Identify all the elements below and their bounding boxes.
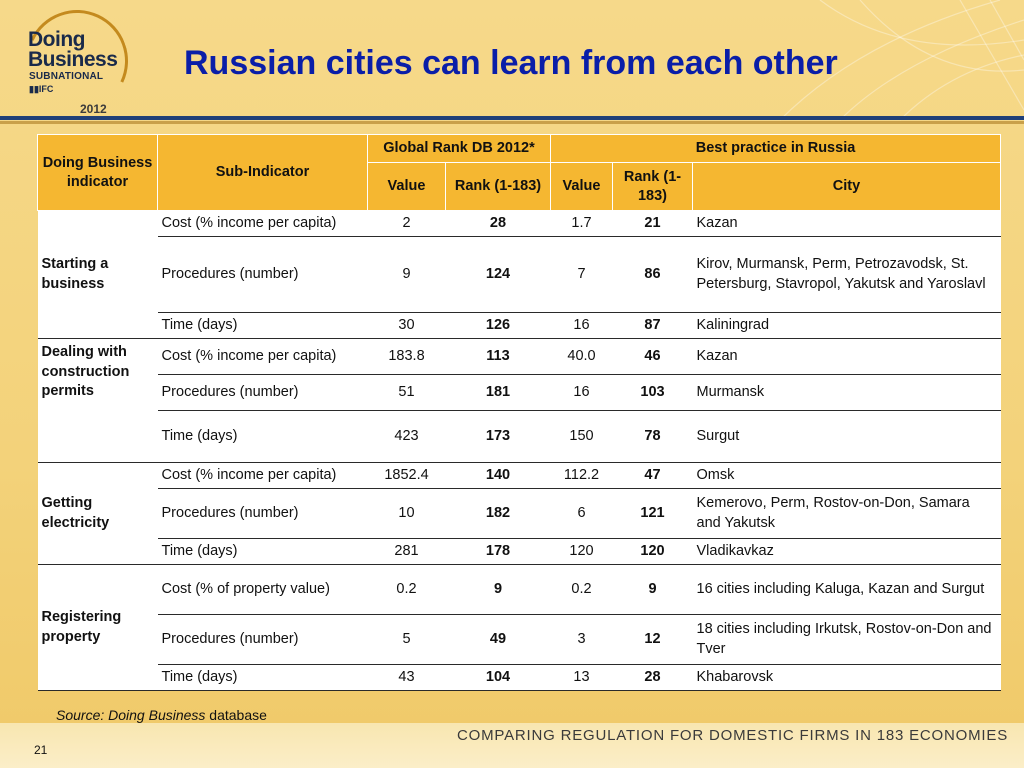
slide-title: Russian cities can learn from each other <box>184 44 838 82</box>
indicator-cell: Registering property <box>38 565 158 691</box>
table-row <box>38 411 1001 463</box>
best-rank-cell: 120 <box>613 539 693 565</box>
sub-indicator-cell: Cost (% of property value) <box>158 565 368 615</box>
value-cell: 30 <box>368 313 446 339</box>
city-cell: Vladikavkaz <box>693 539 1001 565</box>
best-rank-cell: 28 <box>613 665 693 691</box>
header-indicator: Doing Business indicator <box>38 135 158 211</box>
rank-cell: 181 <box>446 375 551 411</box>
value-cell: 423 <box>368 411 446 463</box>
table-row <box>38 313 1001 339</box>
logo-text-business: Business <box>28 48 118 71</box>
header-global-rank: Global Rank DB 2012* <box>368 135 551 163</box>
value-cell: 0.2 <box>368 565 446 615</box>
value-cell: 2 <box>368 211 446 237</box>
value-cell: 51 <box>368 375 446 411</box>
table-row <box>38 565 1001 615</box>
rank-cell: 28 <box>446 211 551 237</box>
rank-cell: 124 <box>446 237 551 313</box>
footer-tagline: COMPARING REGULATION FOR DOMESTIC FIRMS IN 183 ECONOMIES <box>457 727 1008 744</box>
sub-indicator-cell: Time (days) <box>158 665 368 691</box>
logo-wb-ifc: ▮▮IFC <box>29 84 54 94</box>
source-rest: database <box>205 707 267 723</box>
city-cell: 18 cities including Irkutsk, Rostov-on-Don and Tver <box>693 615 1001 665</box>
best-rank-cell: 21 <box>613 211 693 237</box>
indicator-cell: Dealing with construction permits <box>38 339 158 463</box>
best-rank-cell: 47 <box>613 463 693 489</box>
rank-cell: 182 <box>446 489 551 539</box>
best-rank-cell: 103 <box>613 375 693 411</box>
best-value-cell: 0.2 <box>551 565 613 615</box>
rank-cell: 178 <box>446 539 551 565</box>
sub-indicator-cell: Time (days) <box>158 313 368 339</box>
city-cell: Kemerovo, Perm, Rostov-on-Don, Samara and Yakutsk <box>693 489 1001 539</box>
table-row <box>38 489 1001 539</box>
best-rank-cell: 121 <box>613 489 693 539</box>
city-cell: Kaliningrad <box>693 313 1001 339</box>
rank-cell: 9 <box>446 565 551 615</box>
rank-cell: 113 <box>446 339 551 375</box>
rank-cell: 140 <box>446 463 551 489</box>
best-value-cell: 112.2 <box>551 463 613 489</box>
best-value-cell: 7 <box>551 237 613 313</box>
best-value-cell: 13 <box>551 665 613 691</box>
sub-indicator-cell: Procedures (number) <box>158 237 368 313</box>
title-rule-dark <box>0 116 1024 120</box>
header-best-rank: Rank (1-183) <box>613 163 693 211</box>
indicator-cell: Getting electricity <box>38 463 158 565</box>
city-cell: Surgut <box>693 411 1001 463</box>
value-cell: 9 <box>368 237 446 313</box>
logo-text-doing: Doing <box>28 28 85 51</box>
value-cell: 183.8 <box>368 339 446 375</box>
best-rank-cell: 78 <box>613 411 693 463</box>
sub-indicator-cell: Cost (% income per capita) <box>158 339 368 375</box>
table-row <box>38 237 1001 313</box>
header-best-value: Value <box>551 163 613 211</box>
header-rank: Rank (1-183) <box>446 163 551 211</box>
indicator-table <box>37 134 1001 691</box>
table-row <box>38 375 1001 411</box>
rank-cell: 126 <box>446 313 551 339</box>
best-value-cell: 16 <box>551 375 613 411</box>
table-row <box>38 539 1001 565</box>
city-cell: 16 cities including Kaluga, Kazan and Surgut <box>693 565 1001 615</box>
city-cell: Kazan <box>693 211 1001 237</box>
value-cell: 10 <box>368 489 446 539</box>
best-value-cell: 150 <box>551 411 613 463</box>
source-italic: Source: Doing Business <box>56 707 206 723</box>
source-note <box>56 707 267 723</box>
logo-year: 2012 <box>80 102 107 116</box>
table-row <box>38 615 1001 665</box>
header-value: Value <box>368 163 446 211</box>
sub-indicator-cell: Cost (% income per capita) <box>158 211 368 237</box>
sub-indicator-cell: Cost (% income per capita) <box>158 463 368 489</box>
best-rank-cell: 86 <box>613 237 693 313</box>
best-value-cell: 3 <box>551 615 613 665</box>
page-number: 21 <box>34 743 48 757</box>
sub-indicator-cell: Time (days) <box>158 539 368 565</box>
table-row <box>38 211 1001 237</box>
city-cell: Kazan <box>693 339 1001 375</box>
header-sub-indicator: Sub-Indicator <box>158 135 368 211</box>
best-rank-cell: 46 <box>613 339 693 375</box>
best-rank-cell: 87 <box>613 313 693 339</box>
city-cell: Omsk <box>693 463 1001 489</box>
table-row <box>38 463 1001 489</box>
best-value-cell: 1.7 <box>551 211 613 237</box>
title-rule-gold <box>0 121 1024 124</box>
value-cell: 5 <box>368 615 446 665</box>
best-value-cell: 6 <box>551 489 613 539</box>
best-rank-cell: 12 <box>613 615 693 665</box>
rank-cell: 104 <box>446 665 551 691</box>
value-cell: 281 <box>368 539 446 565</box>
table-row <box>38 339 1001 375</box>
city-cell: Murmansk <box>693 375 1001 411</box>
best-value-cell: 16 <box>551 313 613 339</box>
doing-business-logo <box>22 8 132 116</box>
indicator-cell: Starting a business <box>38 211 158 339</box>
sub-indicator-cell: Procedures (number) <box>158 615 368 665</box>
best-value-cell: 120 <box>551 539 613 565</box>
header-best-practice: Best practice in Russia <box>551 135 1001 163</box>
city-cell: Kirov, Murmansk, Perm, Petrozavodsk, St. Petersburg, Stavropol, Yakutsk and Yaroslavl <box>693 237 1001 313</box>
header-city: City <box>693 163 1001 211</box>
logo-text-subnational: SUBNATIONAL <box>29 71 104 82</box>
rank-cell: 173 <box>446 411 551 463</box>
best-value-cell: 40.0 <box>551 339 613 375</box>
table-row <box>38 665 1001 691</box>
sub-indicator-cell: Procedures (number) <box>158 375 368 411</box>
best-rank-cell: 9 <box>613 565 693 615</box>
sub-indicator-cell: Procedures (number) <box>158 489 368 539</box>
rank-cell: 49 <box>446 615 551 665</box>
city-cell: Khabarovsk <box>693 665 1001 691</box>
sub-indicator-cell: Time (days) <box>158 411 368 463</box>
value-cell: 1852.4 <box>368 463 446 489</box>
value-cell: 43 <box>368 665 446 691</box>
